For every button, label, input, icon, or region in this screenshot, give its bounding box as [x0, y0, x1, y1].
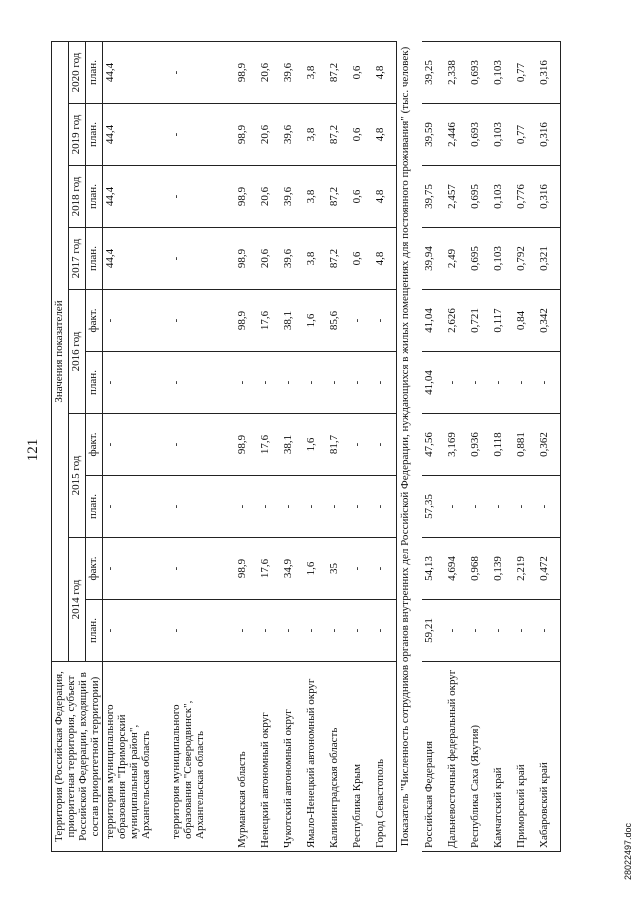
- table-row: [514, 42, 537, 852]
- year-header: 2015 год: [69, 414, 86, 538]
- value-cell: -: [169, 600, 235, 662]
- value-cell: 98,9: [235, 42, 258, 104]
- value-cell: -: [445, 600, 468, 662]
- territory-cell: Дальневосточный федеральный округ: [445, 662, 468, 852]
- value-cell: -: [169, 414, 235, 476]
- value-cell: 85,6: [327, 290, 350, 352]
- value-cell: 0,6: [350, 42, 373, 104]
- value-cell: -: [103, 538, 170, 600]
- territory-cell: территория муниципального образования "Приморский муниципальный район", Архангельская область: [103, 662, 170, 852]
- fact-header: факт.: [86, 290, 103, 352]
- table-row: [537, 42, 561, 852]
- table-row: [258, 42, 281, 852]
- plan-header: план.: [86, 352, 103, 414]
- value-cell: 0,316: [537, 42, 561, 104]
- value-cell: 0,103: [491, 166, 514, 228]
- values-header: Значения показателей: [52, 42, 69, 662]
- value-cell: 0,117: [491, 290, 514, 352]
- year-header: 2018 год: [69, 166, 86, 228]
- value-cell: 0,321: [537, 228, 561, 290]
- value-cell: -: [103, 290, 170, 352]
- value-cell: 44,4: [103, 228, 170, 290]
- value-cell: 0,968: [468, 538, 491, 600]
- value-cell: 59,21: [422, 600, 445, 662]
- value-cell: 0,472: [537, 538, 561, 600]
- value-cell: -: [514, 352, 537, 414]
- territory-cell: Республика Крым: [350, 662, 373, 852]
- value-cell: 39,6: [281, 166, 304, 228]
- value-cell: 0,693: [468, 104, 491, 166]
- value-cell: 0,6: [350, 228, 373, 290]
- value-cell: 3,8: [304, 228, 327, 290]
- value-cell: 0,936: [468, 414, 491, 476]
- territory-cell: Мурманская область: [235, 662, 258, 852]
- value-cell: -: [169, 352, 235, 414]
- value-cell: 44,4: [103, 166, 170, 228]
- value-cell: -: [373, 538, 397, 600]
- value-cell: -: [350, 538, 373, 600]
- table-row: [281, 42, 304, 852]
- value-cell: 4,8: [373, 228, 397, 290]
- value-cell: -: [350, 414, 373, 476]
- value-cell: 98,9: [235, 414, 258, 476]
- value-cell: 0,84: [514, 290, 537, 352]
- rotated-page: [20, 20, 633, 880]
- value-cell: 0,316: [537, 104, 561, 166]
- value-cell: -: [304, 600, 327, 662]
- value-cell: 98,9: [235, 290, 258, 352]
- value-cell: 0,792: [514, 228, 537, 290]
- territory-cell: территория муниципального образования "Северодвинск", Архангельская область: [169, 662, 235, 852]
- value-cell: 0,118: [491, 414, 514, 476]
- value-cell: -: [169, 290, 235, 352]
- territory-cell: Город Севастополь: [373, 662, 397, 852]
- value-cell: 54,13: [422, 538, 445, 600]
- value-cell: -: [350, 476, 373, 538]
- value-cell: 0,693: [468, 42, 491, 104]
- page-number: 121: [25, 438, 41, 462]
- value-cell: -: [327, 600, 350, 662]
- value-cell: -: [468, 352, 491, 414]
- value-cell: -: [169, 538, 235, 600]
- table-row: [468, 42, 491, 852]
- value-cell: 4,694: [445, 538, 468, 600]
- value-cell: 0,139: [491, 538, 514, 600]
- plan-header: план.: [86, 104, 103, 166]
- year-header: 2020 год: [69, 42, 86, 104]
- value-cell: -: [445, 352, 468, 414]
- value-cell: 98,9: [235, 166, 258, 228]
- value-cell: 2,626: [445, 290, 468, 352]
- value-cell: 0,103: [491, 228, 514, 290]
- value-cell: 1,6: [304, 290, 327, 352]
- value-cell: 34,9: [281, 538, 304, 600]
- value-cell: -: [514, 600, 537, 662]
- territory-cell: Российская Федерация: [422, 662, 445, 852]
- value-cell: -: [304, 476, 327, 538]
- value-cell: -: [235, 352, 258, 414]
- value-cell: 3,8: [304, 104, 327, 166]
- territory-cell: Камчатский край: [491, 662, 514, 852]
- value-cell: -: [537, 476, 561, 538]
- value-cell: 17,6: [258, 538, 281, 600]
- plan-header: план.: [86, 42, 103, 104]
- value-cell: 2,49: [445, 228, 468, 290]
- value-cell: -: [373, 414, 397, 476]
- section-title: Показатель "Численность сотрудников органов внутренних дел Российской Федерации, нуждающихся в жилых помещениях для постоянного проживания" (тыс. человек): [399, 46, 411, 847]
- value-cell: 98,9: [235, 538, 258, 600]
- value-cell: -: [373, 476, 397, 538]
- territory-header: Территория (Российская Федерация, приоритетная территория, субъект Российской Федерации, входящий в состав приоритетной территории): [52, 662, 103, 852]
- table-row: [373, 42, 397, 852]
- value-cell: 0,103: [491, 104, 514, 166]
- value-cell: 98,9: [235, 228, 258, 290]
- value-cell: 0,695: [468, 228, 491, 290]
- fact-header: факт.: [86, 414, 103, 476]
- value-cell: -: [350, 352, 373, 414]
- value-cell: -: [258, 476, 281, 538]
- value-cell: -: [327, 352, 350, 414]
- value-cell: -: [169, 166, 235, 228]
- value-cell: -: [373, 290, 397, 352]
- value-cell: -: [304, 352, 327, 414]
- value-cell: 4,8: [373, 104, 397, 166]
- value-cell: 0,6: [350, 166, 373, 228]
- value-cell: 39,59: [422, 104, 445, 166]
- value-cell: -: [235, 600, 258, 662]
- value-cell: -: [491, 600, 514, 662]
- value-cell: 35: [327, 538, 350, 600]
- table-row: [327, 42, 350, 852]
- value-cell: -: [373, 600, 397, 662]
- value-cell: 20,6: [258, 166, 281, 228]
- value-cell: 20,6: [258, 104, 281, 166]
- value-cell: 0,342: [537, 290, 561, 352]
- value-cell: -: [445, 476, 468, 538]
- value-cell: -: [281, 476, 304, 538]
- territory-cell: Ненецкий автономный округ: [258, 662, 281, 852]
- table-row: [103, 42, 170, 852]
- value-cell: -: [258, 600, 281, 662]
- year-header: 2017 год: [69, 228, 86, 290]
- table-row: [350, 42, 373, 852]
- value-cell: -: [327, 476, 350, 538]
- value-cell: 17,6: [258, 290, 281, 352]
- plan-header: план.: [86, 228, 103, 290]
- value-cell: 2,219: [514, 538, 537, 600]
- value-cell: 2,446: [445, 104, 468, 166]
- value-cell: 0,695: [468, 166, 491, 228]
- value-cell: 39,6: [281, 104, 304, 166]
- value-cell: 44,4: [103, 42, 170, 104]
- plan-header: план.: [86, 166, 103, 228]
- value-cell: 81,7: [327, 414, 350, 476]
- table-row: [445, 42, 468, 852]
- value-cell: 2,457: [445, 166, 468, 228]
- value-cell: 17,6: [258, 414, 281, 476]
- value-cell: 39,25: [422, 42, 445, 104]
- value-cell: -: [103, 600, 170, 662]
- value-cell: 57,35: [422, 476, 445, 538]
- table-row: [304, 42, 327, 852]
- year-header: 2016 год: [69, 290, 86, 414]
- indicator-table: [51, 41, 561, 852]
- document-id: 28022497.doc: [623, 822, 633, 880]
- value-cell: -: [103, 476, 170, 538]
- value-cell: -: [103, 414, 170, 476]
- table-row: [235, 42, 258, 852]
- territory-cell: Чукотский автономный округ: [281, 662, 304, 852]
- value-cell: 0,316: [537, 166, 561, 228]
- value-cell: 4,8: [373, 42, 397, 104]
- year-header: 2014 год: [69, 538, 86, 662]
- value-cell: 39,75: [422, 166, 445, 228]
- value-cell: 41,04: [422, 352, 445, 414]
- value-cell: -: [169, 104, 235, 166]
- value-cell: -: [258, 352, 281, 414]
- value-cell: -: [468, 476, 491, 538]
- value-cell: 3,169: [445, 414, 468, 476]
- value-cell: 4,8: [373, 166, 397, 228]
- value-cell: 3,8: [304, 166, 327, 228]
- value-cell: 0,776: [514, 166, 537, 228]
- value-cell: 47,56: [422, 414, 445, 476]
- value-cell: 87,2: [327, 104, 350, 166]
- value-cell: 1,6: [304, 538, 327, 600]
- table-row: [169, 42, 235, 852]
- value-cell: 87,2: [327, 42, 350, 104]
- value-cell: -: [491, 352, 514, 414]
- value-cell: -: [537, 600, 561, 662]
- fact-header: факт.: [86, 538, 103, 600]
- value-cell: -: [281, 600, 304, 662]
- territory-cell: Хабаровский край: [537, 662, 561, 852]
- value-cell: -: [281, 352, 304, 414]
- value-cell: 39,6: [281, 42, 304, 104]
- value-cell: -: [169, 228, 235, 290]
- value-cell: 0,362: [537, 414, 561, 476]
- section-row: [397, 42, 423, 852]
- value-cell: 38,1: [281, 414, 304, 476]
- value-cell: -: [373, 352, 397, 414]
- value-cell: 39,6: [281, 228, 304, 290]
- value-cell: 20,6: [258, 228, 281, 290]
- value-cell: 0,77: [514, 104, 537, 166]
- value-cell: 38,1: [281, 290, 304, 352]
- territory-cell: Ямало-Ненецкий автономный округ: [304, 662, 327, 852]
- value-cell: 39,94: [422, 228, 445, 290]
- plan-header: план.: [86, 476, 103, 538]
- value-cell: 0,77: [514, 42, 537, 104]
- value-cell: -: [491, 476, 514, 538]
- value-cell: 0,721: [468, 290, 491, 352]
- value-cell: 20,6: [258, 42, 281, 104]
- value-cell: -: [235, 476, 258, 538]
- value-cell: 2,338: [445, 42, 468, 104]
- value-cell: -: [350, 290, 373, 352]
- value-cell: 44,4: [103, 104, 170, 166]
- table-row: [422, 42, 445, 852]
- territory-cell: Калининградская область: [327, 662, 350, 852]
- value-cell: 41,04: [422, 290, 445, 352]
- value-cell: -: [468, 600, 491, 662]
- table-row: [491, 42, 514, 852]
- value-cell: 0,103: [491, 42, 514, 104]
- value-cell: -: [169, 476, 235, 538]
- value-cell: -: [514, 476, 537, 538]
- value-cell: -: [169, 42, 235, 104]
- year-header: 2019 год: [69, 104, 86, 166]
- territory-cell: Республика Саха (Якутия): [468, 662, 491, 852]
- value-cell: 0,6: [350, 104, 373, 166]
- value-cell: 1,6: [304, 414, 327, 476]
- value-cell: 87,2: [327, 228, 350, 290]
- value-cell: -: [537, 352, 561, 414]
- value-cell: -: [350, 600, 373, 662]
- plan-header: план.: [86, 600, 103, 662]
- value-cell: -: [103, 352, 170, 414]
- territory-cell: Приморский край: [514, 662, 537, 852]
- value-cell: 87,2: [327, 166, 350, 228]
- value-cell: 0,881: [514, 414, 537, 476]
- value-cell: 3,8: [304, 42, 327, 104]
- value-cell: 98,9: [235, 104, 258, 166]
